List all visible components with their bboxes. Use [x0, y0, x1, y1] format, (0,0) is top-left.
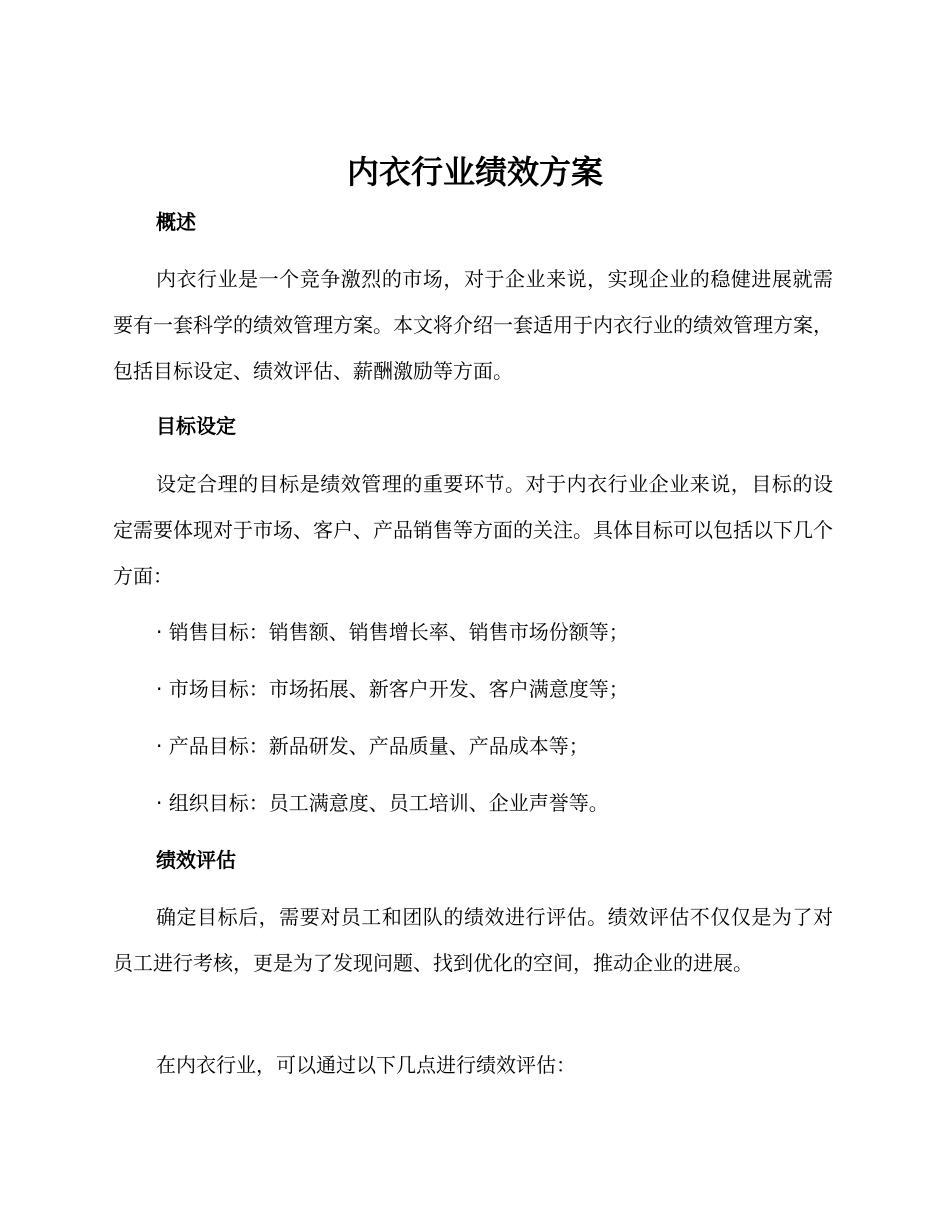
bullet-organization-goal: · 组织目标：员工满意度、员工培训、企业声誉等。 — [156, 791, 609, 815]
bullet-sales-goal: · 销售目标：销售额、销售增长率、销售市场份额等； — [156, 620, 629, 644]
overview-paragraph: 内衣行业是一个竞争激烈的市场，对于企业来说，实现企业的稳健进展就需要有一套科学的绩效管理方案。本文将介绍一套适用于内衣行业的绩效管理方案，包括目标设定、绩效评估、薪酬激励等方面。 — [113, 267, 833, 383]
section-heading-goal-setting: 目标设定 — [156, 414, 236, 438]
bullet-product-goal: · 产品目标：新品研发、产品质量、产品成本等； — [156, 734, 589, 758]
bullet-market-goal: · 市场目标：市场拓展、新客户开发、客户满意度等； — [156, 677, 629, 701]
document-title: 内衣行业绩效方案 — [346, 153, 603, 191]
section-heading-overview: 概述 — [156, 210, 196, 234]
evaluation-intro-paragraph: 在内衣行业，可以通过以下几点进行绩效评估： — [156, 1053, 576, 1077]
evaluation-paragraph: 确定目标后，需要对员工和团队的绩效进行评估。绩效评估不仅仅是为了对员工进行考核，更是为了发现问题、找到优化的空间，推动企业的进展。 — [113, 905, 833, 975]
goal-setting-paragraph: 设定合理的目标是绩效管理的重要环节。对于内衣行业企业来说，目标的设定需要体现对于市场、客户、产品销售等方面的关注。具体目标可以包括以下几个方面： — [113, 472, 833, 588]
section-heading-performance-evaluation: 绩效评估 — [156, 848, 236, 872]
